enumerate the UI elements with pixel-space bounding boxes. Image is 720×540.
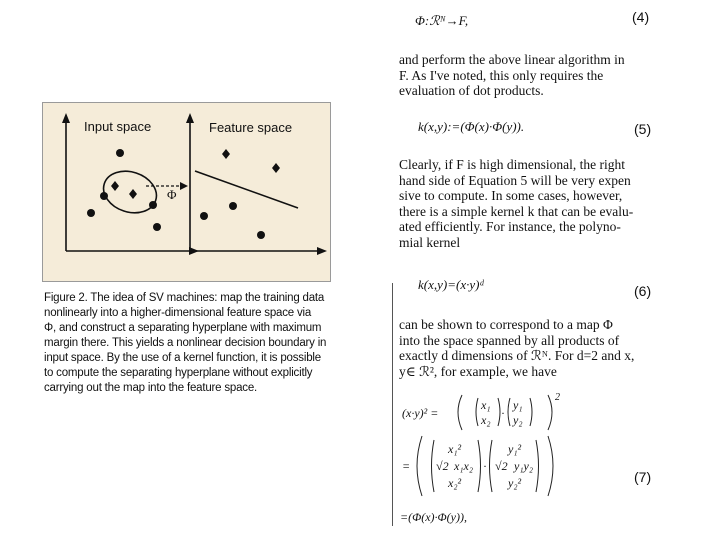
eq7-sqrt2-a: √2 (436, 459, 449, 473)
nonlinear-boundary (98, 165, 162, 220)
data-point-diamond (129, 189, 137, 199)
text-line: mial kernel (399, 234, 461, 250)
paragraph-1 (399, 52, 625, 99)
eq7-x1sq: x₁² (448, 442, 462, 456)
data-point (116, 149, 124, 157)
figure-caption (44, 291, 326, 396)
text-line: evaluation of dot products. (399, 83, 544, 98)
eq7-lhs: (x·y)² = (402, 406, 439, 420)
eq7-y2sq: y₂² (508, 476, 522, 490)
eq7-x2: x₂ (481, 413, 491, 427)
text-line: hand side of Equation 5 will be very expen (399, 172, 631, 188)
data-point (153, 223, 161, 231)
equation-7-number: (7) (634, 469, 652, 485)
text-line: sive to compute. In some cases, however, (399, 188, 623, 203)
equation-4: Φ:ℛᴺ→F, (415, 13, 469, 28)
equation-4-number: (4) (632, 9, 650, 25)
eq7-row2-equals: = (402, 459, 411, 473)
caption-line: carrying out the map into the feature space. (44, 382, 258, 394)
caption-line: margin there. This yields a nonlinear decision boundary in (44, 337, 327, 349)
equation-6-number: (6) (634, 283, 652, 299)
data-point (257, 231, 265, 239)
map-phi-label: Φ (167, 187, 177, 202)
eq7-y1sq: y₁² (508, 442, 522, 456)
text-line: into the space spanned by all products of (399, 332, 620, 348)
caption-line: nonlinearly into a higher-dimensional feature space via (44, 307, 312, 319)
eq7-y1: y₁ (513, 398, 523, 412)
caption-line: Figure 2. The idea of SV machines: map the training data (44, 292, 325, 304)
eq7-sqrt2-b: √2 (495, 459, 508, 473)
paragraph-3 (399, 317, 634, 379)
feature-space-label: Feature space (209, 120, 293, 135)
equation-7 (398, 392, 658, 532)
caption-line: to compute the separating hyperplane without explicitly (44, 367, 313, 379)
input-space-label: Input space (84, 119, 152, 134)
data-point (87, 209, 95, 217)
data-point (229, 202, 237, 210)
text-line: exactly d dimensions of ℛᴺ. For d=2 and x, (399, 348, 635, 363)
text-line: ated efficiently. For instance, the polyno- (399, 219, 621, 234)
eq7-dot2: · (483, 459, 487, 473)
eq7-x2sq: x₂² (448, 476, 462, 490)
eq7-x1x2: x₁x₂ (454, 459, 473, 473)
caption-line: input space. By the use of a kernel function, it is possible (44, 352, 321, 364)
text-line: F. As I've noted, this only requires the (399, 67, 604, 83)
eq7-square: 2 (555, 392, 560, 403)
text-line: can be shown to correspond to a map Φ (399, 317, 613, 332)
eq7-last-line: =(Φ(x)·Φ(y)), (400, 510, 467, 524)
text-line: and perform the above linear algorithm in (399, 52, 625, 67)
eq7-dot: · (501, 406, 505, 420)
text-line: y∈ ℛ², for example, we have (399, 363, 557, 379)
text-line: Clearly, if F is high dimensional, the right (399, 157, 625, 172)
column-divider (392, 283, 393, 526)
eq7-y2: y₂ (513, 413, 523, 427)
equation-5-number: (5) (634, 121, 652, 137)
data-point (200, 212, 208, 220)
figure-2 (42, 102, 331, 282)
paragraph-2 (399, 157, 633, 250)
equation-5: k(x,y):=(Φ(x)·Φ(y)). (418, 119, 525, 134)
eq7-y1y2: y₁y₂ (514, 459, 533, 473)
caption-line: Φ, and construct a separating hyperplane with maximum (44, 322, 322, 334)
eq7-x1: x₁ (481, 398, 491, 412)
data-point (149, 201, 157, 209)
data-point-diamond (111, 181, 119, 191)
data-point-diamond (272, 163, 280, 173)
data-point-diamond (222, 149, 230, 159)
separating-hyperplane (195, 171, 298, 208)
text-line: there is a simple kernel k that can be evalu- (399, 203, 634, 219)
data-point (100, 192, 108, 200)
equation-6: k(x,y)=(x·y)ᵈ (418, 277, 484, 292)
